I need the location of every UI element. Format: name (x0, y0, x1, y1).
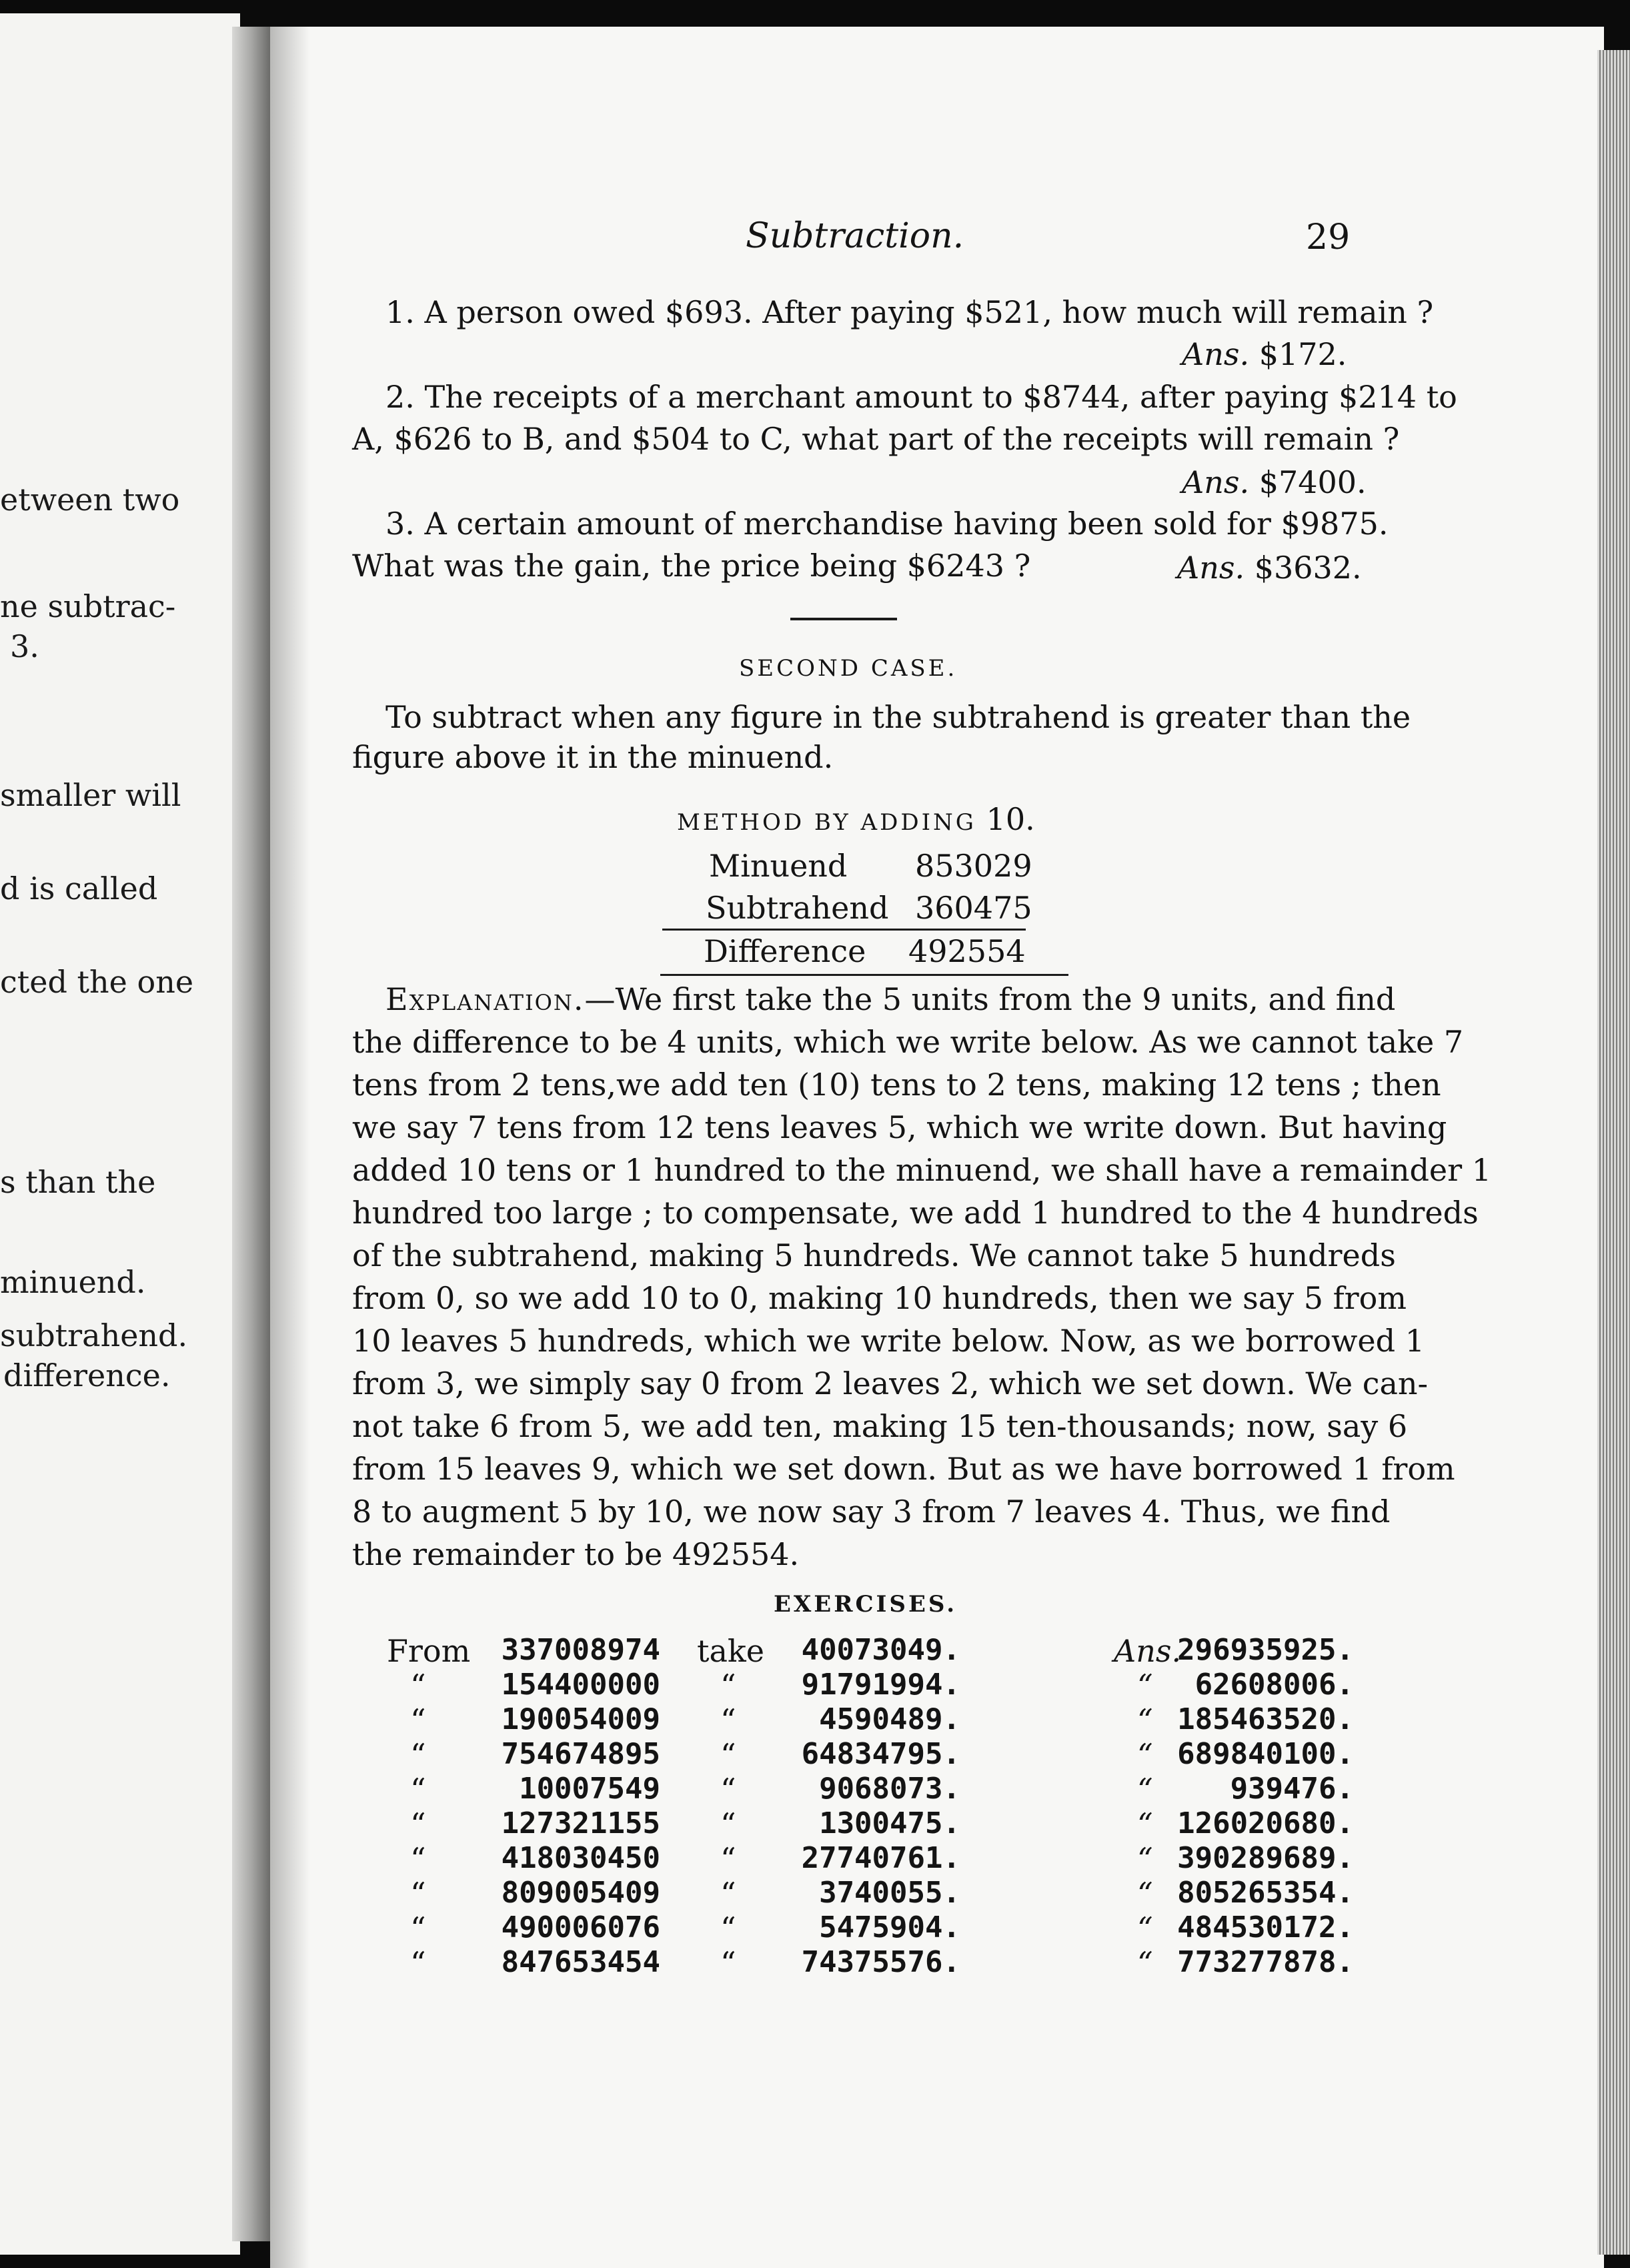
exercise-from-label: “ (410, 1668, 426, 1704)
exercise-take-label: “ (720, 1841, 736, 1877)
answer-label: Ans. (1182, 464, 1250, 500)
exercise-answer: 805265354. (1177, 1876, 1354, 1910)
example-label-difference: Difference (704, 933, 866, 969)
exercise-subtrahend: 9068073. (819, 1772, 960, 1806)
exercise-subtrahend: 3740055. (819, 1876, 960, 1910)
answer-value: $3632. (1254, 550, 1362, 586)
left-page-line: difference. (3, 1357, 171, 1393)
page-number: 29 (1306, 217, 1351, 257)
explanation-line: we say 7 tens from 12 tens leaves 5, which we write down. But having (352, 1109, 1447, 1145)
problem-3-answer (1177, 550, 1362, 586)
problem-1-answer (1182, 336, 1347, 372)
exercise-answer: 939476. (1230, 1772, 1354, 1806)
method-heading (677, 801, 1035, 837)
answer-value: $172. (1259, 336, 1347, 372)
exercise-minuend: 10007549 (519, 1772, 660, 1806)
exercise-from-label: “ (410, 1806, 426, 1842)
problem-2-line-1: 2. The receipts of a merchant amount to $8744, after paying $214 to (385, 379, 1457, 415)
example-value-subtrahend: 360475 (915, 890, 1032, 926)
exercise-take-label: “ (720, 1772, 736, 1808)
exercise-ans-label: “ (1137, 1910, 1153, 1946)
exercise-take-label: take (697, 1633, 765, 1669)
exercise-take-label: “ (720, 1702, 736, 1738)
explanation-line (385, 981, 1396, 1017)
left-page (0, 13, 240, 2255)
explanation-line: added 10 tens or 1 hundred to the minuend, we shall have a remainder 1 (352, 1152, 1491, 1188)
exercise-minuend: 418030450 (501, 1841, 660, 1875)
rule-line-2: figure above it in the minuend. (352, 739, 834, 775)
exercise-from-label: “ (410, 1841, 426, 1877)
problem-3-line-2: What was the gain, the price being $6243 ? (352, 548, 1031, 584)
explanation-line: the difference to be 4 units, which we write below. As we cannot take 7 (352, 1024, 1464, 1060)
exercise-minuend: 847653454 (501, 1945, 660, 1979)
exercise-from-label: From (387, 1633, 471, 1669)
exercise-ans-label: “ (1137, 1841, 1153, 1877)
exercise-minuend: 754674895 (501, 1737, 660, 1771)
exercise-ans-label: “ (1137, 1668, 1153, 1704)
exercise-ans-label: “ (1137, 1772, 1153, 1808)
exercises-heading: EXERCISES. (774, 1591, 958, 1618)
exercise-answer: 484530172. (1177, 1910, 1354, 1944)
exercise-minuend: 490006076 (501, 1910, 660, 1944)
exercise-take-label: “ (720, 1945, 736, 1981)
spine-shadow (270, 27, 310, 2268)
explanation-label: Explanation. (385, 981, 585, 1017)
exercise-subtrahend: 5475904. (819, 1910, 960, 1944)
example-value-minuend: 853029 (915, 848, 1032, 884)
answer-label: Ans. (1177, 550, 1245, 586)
exercise-subtrahend: 27740761. (801, 1841, 960, 1875)
exercise-minuend: 154400000 (501, 1668, 660, 1702)
section-heading: SECOND CASE. (739, 655, 958, 682)
problem-1-text: 1. A person owed $693. After paying $521, how much will remain ? (385, 294, 1434, 330)
left-page-line: cted the one (0, 964, 194, 1000)
exercise-from-label: “ (410, 1772, 426, 1808)
exercise-ans-label: “ (1137, 1737, 1153, 1773)
method-heading-number: 10. (986, 801, 1035, 837)
exercise-ans-label: “ (1137, 1945, 1153, 1981)
exercise-take-label: “ (720, 1737, 736, 1773)
exercise-from-label: “ (410, 1945, 426, 1981)
exercise-subtrahend: 64834795. (801, 1737, 960, 1771)
exercise-take-label: “ (720, 1806, 736, 1842)
exercise-from-label: “ (410, 1876, 426, 1912)
page-edges (1597, 50, 1630, 2255)
explanation-line: from 15 leaves 9, which we set down. But as we have borrowed 1 from (352, 1451, 1455, 1487)
exercise-minuend: 337008974 (501, 1633, 660, 1667)
exercise-minuend: 127321155 (501, 1806, 660, 1840)
exercise-answer: 390289689. (1177, 1841, 1354, 1875)
explanation-line: 8 to augment 5 by 10, we now say 3 from 7 leaves 4. Thus, we find (352, 1494, 1391, 1530)
explanation-line: from 0, so we add 10 to 0, making 10 hundreds, then we say 5 from (352, 1280, 1407, 1316)
left-page-line: etween two (0, 482, 180, 518)
exercise-minuend: 809005409 (501, 1876, 660, 1910)
exercise-from-label: “ (410, 1910, 426, 1946)
left-page-line: s than the (0, 1164, 156, 1200)
exercise-subtrahend: 40073049. (801, 1633, 960, 1667)
exercise-answer: 773277878. (1177, 1945, 1354, 1979)
left-page-line: 3. (10, 628, 39, 664)
example-value-difference: 492554 (908, 933, 1026, 969)
exercise-subtrahend: 74375576. (801, 1945, 960, 1979)
exercise-subtrahend: 4590489. (819, 1702, 960, 1736)
explanation-line: hundred too large ; to compensate, we add 1 hundred to the 4 hundreds (352, 1195, 1479, 1231)
exercise-ans-label: Ans. (1114, 1633, 1182, 1669)
exercise-answer: 126020680. (1177, 1806, 1354, 1840)
exercise-answer: 185463520. (1177, 1702, 1354, 1736)
exercise-subtrahend: 91791994. (801, 1668, 960, 1702)
exercise-answer: 689840100. (1177, 1737, 1354, 1771)
rule-line-1: To subtract when any figure in the subtrahend is greater than the (385, 699, 1411, 735)
explanation-line: from 3, we simply say 0 from 2 leaves 2, which we set down. We can- (352, 1365, 1429, 1401)
example-label-subtrahend: Subtrahend (706, 890, 889, 926)
exercise-ans-label: “ (1137, 1876, 1153, 1912)
explanation-line: the remainder to be 492554. (352, 1536, 800, 1572)
exercise-answer: 296935925. (1177, 1633, 1354, 1667)
exercise-subtrahend: 1300475. (819, 1806, 960, 1840)
answer-value: $7400. (1259, 464, 1367, 500)
running-head: Subtraction. (746, 216, 964, 256)
left-page-line: smaller will (0, 777, 181, 813)
exercise-from-label: “ (410, 1702, 426, 1738)
exercise-from-label: “ (410, 1737, 426, 1773)
problem-2-answer (1182, 464, 1367, 500)
answer-label: Ans. (1182, 336, 1250, 372)
left-page-line: ne subtrac- (0, 588, 176, 624)
exercise-ans-label: “ (1137, 1702, 1153, 1738)
exercise-take-label: “ (720, 1910, 736, 1946)
left-page-line: d is called (0, 871, 158, 907)
left-page-line: minuend. (0, 1264, 146, 1300)
explanation-line: 10 leaves 5 hundreds, which we write below. Now, as we borrowed 1 (352, 1323, 1425, 1359)
explanation-line: of the subtrahend, making 5 hundreds. We cannot take 5 hundreds (352, 1237, 1396, 1273)
section-separator (790, 618, 897, 620)
left-page-line: subtrahend. (0, 1317, 188, 1353)
problem-3-line-1: 3. A certain amount of merchandise having been sold for $9875. (385, 506, 1389, 542)
method-heading-text: METHOD BY ADDING (677, 809, 976, 836)
exercise-answer: 62608006. (1194, 1668, 1354, 1702)
example-rule-lower (660, 974, 1068, 976)
exercise-ans-label: “ (1137, 1806, 1153, 1842)
problem-2-line-2: A, $626 to B, and $504 to C, what part of the receipts will remain ? (352, 421, 1400, 457)
explanation-line: tens from 2 tens,we add ten (10) tens to 2 tens, making 12 tens ; then (352, 1067, 1441, 1103)
exercise-take-label: “ (720, 1876, 736, 1912)
example-rule-upper (662, 929, 1026, 931)
explanation-line: not take 6 from 5, we add ten, making 15 ten-thousands; now, say 6 (352, 1408, 1408, 1444)
example-label-minuend: Minuend (709, 848, 848, 884)
explanation-line-text: —We first take the 5 units from the 9 units, and find (584, 981, 1396, 1017)
exercise-minuend: 190054009 (501, 1702, 660, 1736)
exercise-take-label: “ (720, 1668, 736, 1704)
